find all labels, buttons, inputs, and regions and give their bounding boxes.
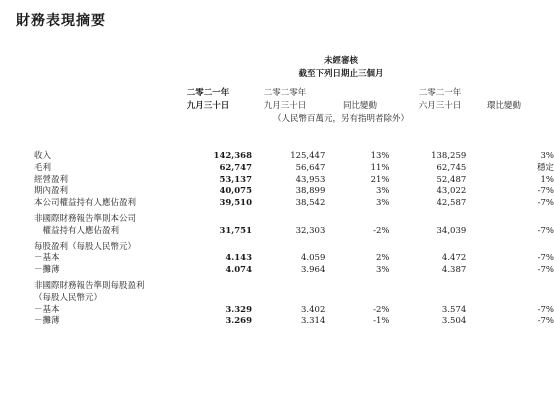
row-label: 經營盈利 <box>34 174 69 185</box>
yoy-change: 21% <box>370 174 390 185</box>
qoq-change-header: 環比變動 <box>486 101 522 111</box>
row-label: 期內盈利 <box>34 186 69 197</box>
col4-year-header: 二零二一年 <box>418 88 462 98</box>
row-label: －攤薄 <box>34 265 60 276</box>
col2-year-header: 二零二零年 <box>263 88 307 98</box>
table-row <box>34 214 554 226</box>
value-jun-2021: 34,039 <box>436 225 467 236</box>
value-sep-2021: 142,368 <box>213 151 252 161</box>
qoq-change: -7% <box>537 225 554 236</box>
qoq-change <box>466 293 554 305</box>
yoy-change: -2% <box>373 304 390 315</box>
table-row <box>34 175 554 187</box>
table-row <box>34 198 554 210</box>
value-jun-2021: 3.504 <box>441 316 467 327</box>
value-sep-2020: 56,647 <box>295 162 326 173</box>
value-jun-2021: 62,745 <box>436 162 467 173</box>
value-jun-2021 <box>390 242 467 254</box>
qoq-change <box>466 214 554 226</box>
yoy-change: 11% <box>370 162 390 173</box>
value-jun-2021 <box>390 214 467 226</box>
yoy-change: -1% <box>373 316 390 327</box>
qoq-change: -7% <box>537 198 554 209</box>
value-jun-2021 <box>390 293 467 305</box>
row-label: 非國際財務報告準則每股盈利 <box>34 280 145 291</box>
value-jun-2021 <box>390 281 467 293</box>
value-jun-2021: 138,259 <box>431 151 467 161</box>
value-sep-2020 <box>252 281 325 293</box>
table-row <box>34 305 554 317</box>
table-row <box>34 281 554 293</box>
value-sep-2021: 4.143 <box>225 253 252 264</box>
row-label: －基本 <box>34 304 60 315</box>
table-row <box>34 293 554 305</box>
qoq-change: -7% <box>537 253 554 264</box>
financial-summary-table <box>34 151 554 328</box>
value-sep-2021: 39,510 <box>219 198 252 209</box>
col2-date-header: 九月三十日 <box>263 101 307 111</box>
value-sep-2020: 4.059 <box>301 253 326 264</box>
col1-year-header: 二零二一年 <box>186 88 230 98</box>
value-jun-2021: 43,022 <box>436 186 467 197</box>
qoq-change <box>466 281 554 293</box>
yoy-change: 13% <box>370 151 390 161</box>
yoy-change: 3% <box>376 186 390 197</box>
table-row <box>34 163 554 175</box>
yoy-change <box>325 293 389 305</box>
qoq-change: -7% <box>537 304 554 315</box>
value-sep-2020 <box>252 293 325 305</box>
value-sep-2020: 38,542 <box>295 198 326 209</box>
yoy-change: -2% <box>373 225 390 236</box>
value-sep-2021: 31,751 <box>219 225 252 236</box>
col4-date-header: 六月三十日 <box>418 101 462 111</box>
qoq-change: -7% <box>537 265 554 276</box>
unit-note: （人民幣百萬元，另有指明者除外） <box>272 114 410 124</box>
col1-date-header: 九月三十日 <box>186 101 230 111</box>
table-row <box>34 226 554 238</box>
value-sep-2020: 3.314 <box>301 316 326 327</box>
table-row <box>34 151 554 163</box>
row-label: （每股人民幣元） <box>34 292 103 303</box>
qoq-change <box>466 242 554 254</box>
value-sep-2021: 3.269 <box>225 316 252 327</box>
value-sep-2021: 53,137 <box>219 174 252 185</box>
table-row <box>34 316 554 328</box>
value-sep-2020: 43,953 <box>295 174 326 185</box>
unaudited-header: 未經審核 <box>323 56 359 66</box>
qoq-change: -7% <box>537 316 554 327</box>
value-sep-2021 <box>190 242 252 254</box>
yoy-change: 3% <box>376 265 390 276</box>
page-title: 財務表現摘要 <box>16 13 106 29</box>
value-sep-2020: 32,303 <box>295 225 326 236</box>
qoq-change: -7% <box>537 186 554 197</box>
qoq-change: 穩定 <box>536 162 554 173</box>
yoy-change <box>325 214 389 226</box>
row-label: 權益持有人應佔盈利 <box>34 225 120 236</box>
value-jun-2021: 3.574 <box>441 304 467 315</box>
table-row <box>34 253 554 265</box>
value-sep-2021 <box>190 214 252 226</box>
value-jun-2021: 4.472 <box>441 253 467 264</box>
row-label: 非國際財務報告準則本公司 <box>34 213 137 224</box>
qoq-change: 3% <box>540 151 554 161</box>
yoy-change: 2% <box>376 253 390 264</box>
value-jun-2021: 42,587 <box>436 198 467 209</box>
value-sep-2021 <box>190 281 252 293</box>
value-sep-2020 <box>252 214 325 226</box>
value-sep-2020: 125,447 <box>290 151 326 161</box>
yoy-change <box>325 281 389 293</box>
row-label: 收入 <box>34 151 52 161</box>
row-label: －攤薄 <box>34 316 60 327</box>
yoy-change-header: 同比變動 <box>342 101 378 111</box>
row-label: 毛利 <box>34 162 52 173</box>
qoq-change: 1% <box>540 174 554 185</box>
value-sep-2021: 40,075 <box>219 186 252 197</box>
table-row <box>34 186 554 198</box>
row-label: 每股盈利（每股人民幣元） <box>34 241 137 252</box>
value-sep-2021: 4.074 <box>225 265 252 276</box>
value-sep-2020: 38,899 <box>295 186 326 197</box>
table-row <box>34 242 554 254</box>
value-sep-2020: 3.402 <box>301 304 326 315</box>
value-jun-2021: 52,487 <box>436 174 467 185</box>
table-row <box>34 265 554 277</box>
yoy-change <box>325 242 389 254</box>
value-sep-2021 <box>190 293 252 305</box>
row-label: 本公司權益持有人應佔盈利 <box>34 198 137 209</box>
row-label: －基本 <box>34 253 60 264</box>
value-sep-2021: 3.329 <box>225 304 252 315</box>
value-jun-2021: 4.387 <box>441 265 467 276</box>
value-sep-2020 <box>252 242 325 254</box>
period-header: 截至下列日期止三個月 <box>298 69 384 79</box>
yoy-change: 3% <box>376 198 390 209</box>
value-sep-2020: 3.964 <box>301 265 326 276</box>
value-sep-2021: 62,747 <box>219 162 252 173</box>
